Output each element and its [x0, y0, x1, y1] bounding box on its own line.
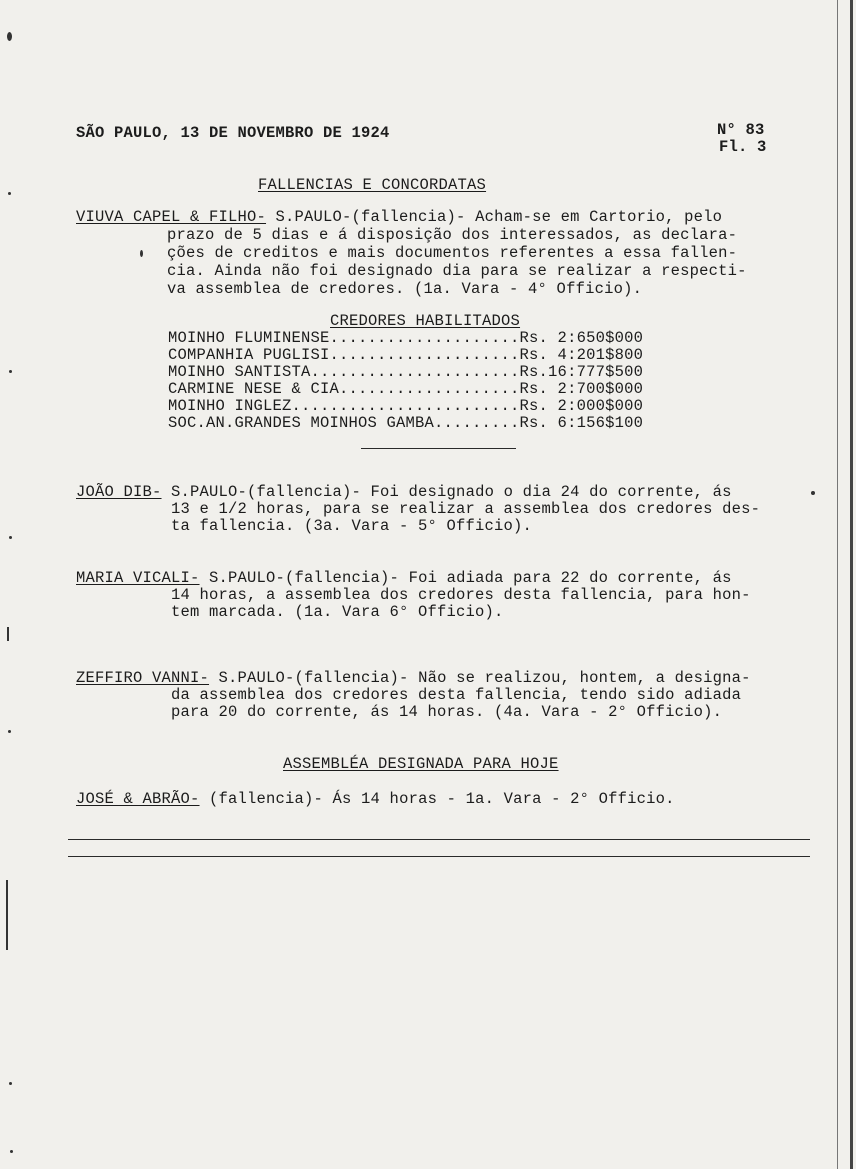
creditor-row: MOINHO INGLEZ........................Rs. 2:000$000: [168, 397, 644, 415]
entry-text-line: para 20 do corrente, ás 14 horas. (4a. Vara - 2° Officio).: [171, 703, 723, 721]
entry-text-line: prazo de 5 dias e á disposição dos interessados, as declara-: [167, 226, 738, 244]
entry-first-line: [76, 209, 722, 226]
scan-speck: [811, 491, 815, 495]
entry-text-line: S.PAULO-(fallencia)- Foi adiada para 22 do corrente, ás: [199, 569, 732, 587]
entry-text-line: cia. Ainda não foi designado dia para se realizar a respecti-: [167, 262, 747, 280]
entry-first-line: [76, 570, 732, 587]
entry-first-line: [76, 670, 751, 687]
entry-name: MARIA VICALI-: [76, 569, 200, 587]
entry-text-line: da assemblea dos credores desta fallencia, tendo sido adiada: [171, 686, 742, 704]
assembly-text: (fallencia)- Ás 14 horas - 1a. Vara - 2° Officio.: [199, 790, 675, 808]
closing-rule-top: [68, 839, 810, 840]
scan-speck: [6, 880, 8, 950]
scan-speck: [9, 536, 12, 539]
creditors-title: CREDORES HABILITADOS: [330, 312, 521, 330]
creditor-row: CARMINE NESE & CIA...................Rs. 2:700$000: [168, 380, 644, 398]
entry-text-line: tem marcada. (1a. Vara 6° Officio).: [171, 603, 504, 621]
assembly-line: [76, 791, 675, 808]
assembly-title: ASSEMBLÉA DESIGNADA PARA HOJE: [283, 755, 559, 773]
entry-text-line: S.PAULO-(fallencia)- Foi designado o dia 24 do corrente, ás: [161, 483, 732, 501]
entry-text-line: va assemblea de credores. (1a. Vara - 4° Officio).: [167, 280, 643, 298]
scan-speck: [9, 1082, 12, 1085]
section-title: FALLENCIAS E CONCORDATAS: [258, 176, 487, 194]
scan-edge-outer: [850, 0, 853, 1169]
entry-first-line: [76, 484, 732, 501]
entry-name: VIUVA CAPEL & FILHO-: [76, 208, 267, 226]
entry-text-line: S.PAULO-(fallencia)- Não se realizou, hontem, a designa-: [209, 669, 751, 687]
entry-text-line: 14 horas, a assemblea dos credores desta fallencia, para hon-: [171, 586, 751, 604]
assembly-name: JOSÉ & ABRÃO-: [76, 790, 200, 808]
creditor-row: COMPANHIA PUGLISI....................Rs. 4:201$800: [168, 346, 644, 364]
margin-mark: [140, 250, 143, 257]
creditor-row: SOC.AN.GRANDES MOINHOS GAMBA.........Rs. 6:156$100: [168, 414, 644, 432]
header-sheet: Fl. 3: [719, 138, 767, 156]
scan-speck: [8, 730, 11, 733]
scan-speck: [7, 627, 9, 641]
scan-speck: [8, 192, 11, 195]
entry-name: JOÃO DIB-: [76, 483, 162, 501]
closing-rule-bottom: [68, 856, 810, 857]
creditor-row: MOINHO SANTISTA......................Rs.16:777$500: [168, 363, 644, 381]
scan-speck: [10, 1150, 13, 1153]
creditor-row: MOINHO FLUMINENSE....................Rs. 2:650$000: [168, 329, 644, 347]
scan-speck: [7, 32, 12, 41]
entry-name: ZEFFIRO VANNI-: [76, 669, 210, 687]
entry-text-line: ções de creditos e mais documentos referentes a essa fallen-: [167, 244, 738, 262]
header-number: N° 83: [717, 121, 765, 139]
scan-edge-inner: [837, 0, 838, 1169]
entry-text-line: ta fallencia. (3a. Vara - 5° Officio).: [171, 517, 533, 535]
separator-rule: [361, 448, 516, 449]
header-place-date: SÃO PAULO, 13 DE NOVEMBRO DE 1924: [76, 124, 390, 142]
scan-speck: [9, 370, 12, 373]
entry-text-line: S.PAULO-(fallencia)- Acham-se em Cartorio, pelo: [266, 208, 723, 226]
entry-text-line: 13 e 1/2 horas, para se realizar a assemblea dos credores des-: [171, 500, 761, 518]
